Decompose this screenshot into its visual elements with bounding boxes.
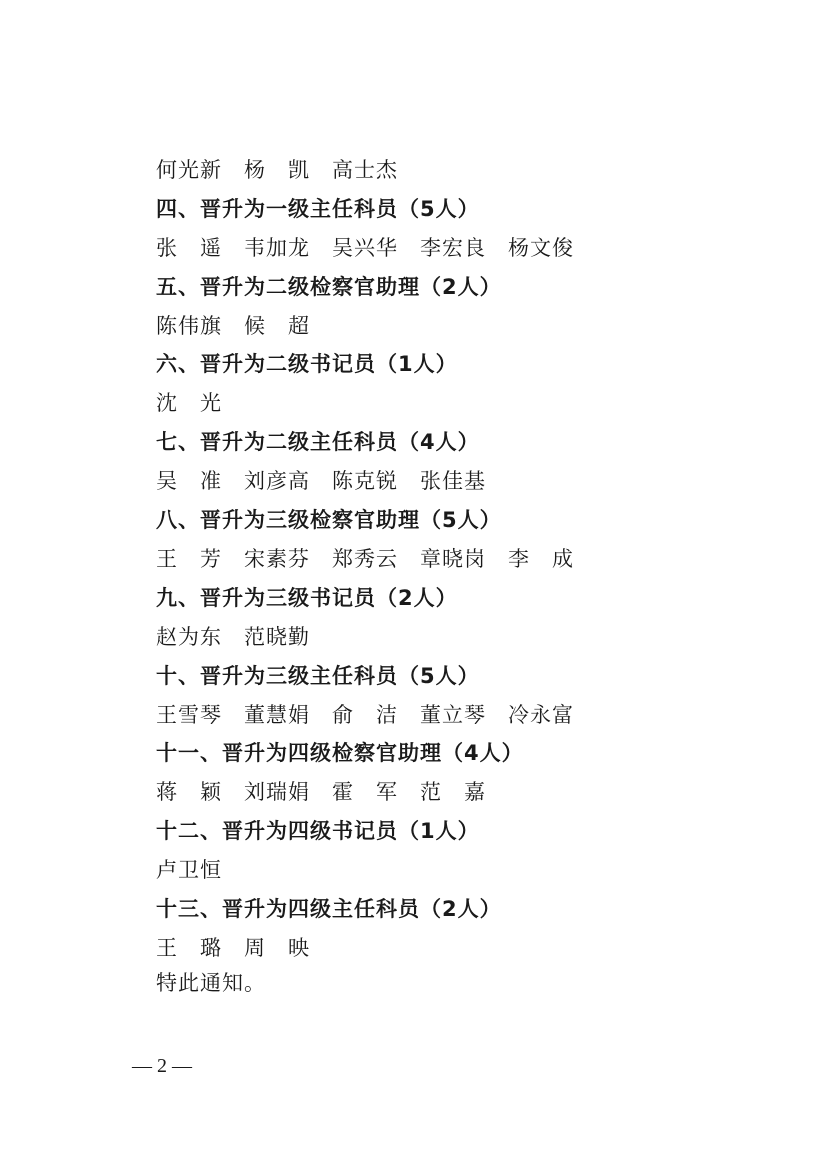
section-heading: 十一、晋升为四级检察官助理（4人）: [156, 741, 524, 765]
section-heading: 十三、晋升为四级主任科员（2人）: [156, 897, 502, 921]
section-heading: 十二、晋升为四级书记员（1人）: [156, 819, 480, 843]
section-heading: 十、晋升为三级主任科员（5人）: [156, 664, 480, 688]
section-heading: 六、晋升为二级书记员（1人）: [156, 352, 458, 376]
section-heading: 五、晋升为二级检察官助理（2人）: [156, 275, 502, 299]
names-line: 沈 光: [156, 391, 222, 415]
section-heading: 九、晋升为三级书记员（2人）: [156, 586, 458, 610]
names-line: 卢卫恒: [156, 858, 222, 882]
section-heading: 四、晋升为一级主任科员（5人）: [156, 197, 480, 221]
names-line: 何光新 杨 凯 高士杰: [156, 158, 398, 182]
names-line: 王 璐 周 映: [156, 936, 310, 960]
section-heading: 七、晋升为二级主任科员（4人）: [156, 430, 480, 454]
closing-text: 特此通知。: [156, 971, 266, 995]
page-number: — 2 —: [132, 1055, 192, 1077]
names-line: 张 遥 韦加龙 吴兴华 李宏良 杨文俊: [156, 236, 574, 260]
names-line: 赵为东 范晓勤: [156, 625, 310, 649]
names-line: 王雪琴 董慧娟 俞 洁 董立琴 冷永富: [156, 703, 574, 727]
section-heading: 八、晋升为三级检察官助理（5人）: [156, 508, 502, 532]
names-line: 王 芳 宋素芬 郑秀云 章晓岗 李 成: [156, 547, 574, 571]
names-line: 蒋 颖 刘瑞娟 霍 军 范 嘉: [156, 780, 486, 804]
names-line: 吴 准 刘彦高 陈克锐 张佳基: [156, 469, 486, 493]
names-line: 陈伟旗 候 超: [156, 314, 310, 338]
